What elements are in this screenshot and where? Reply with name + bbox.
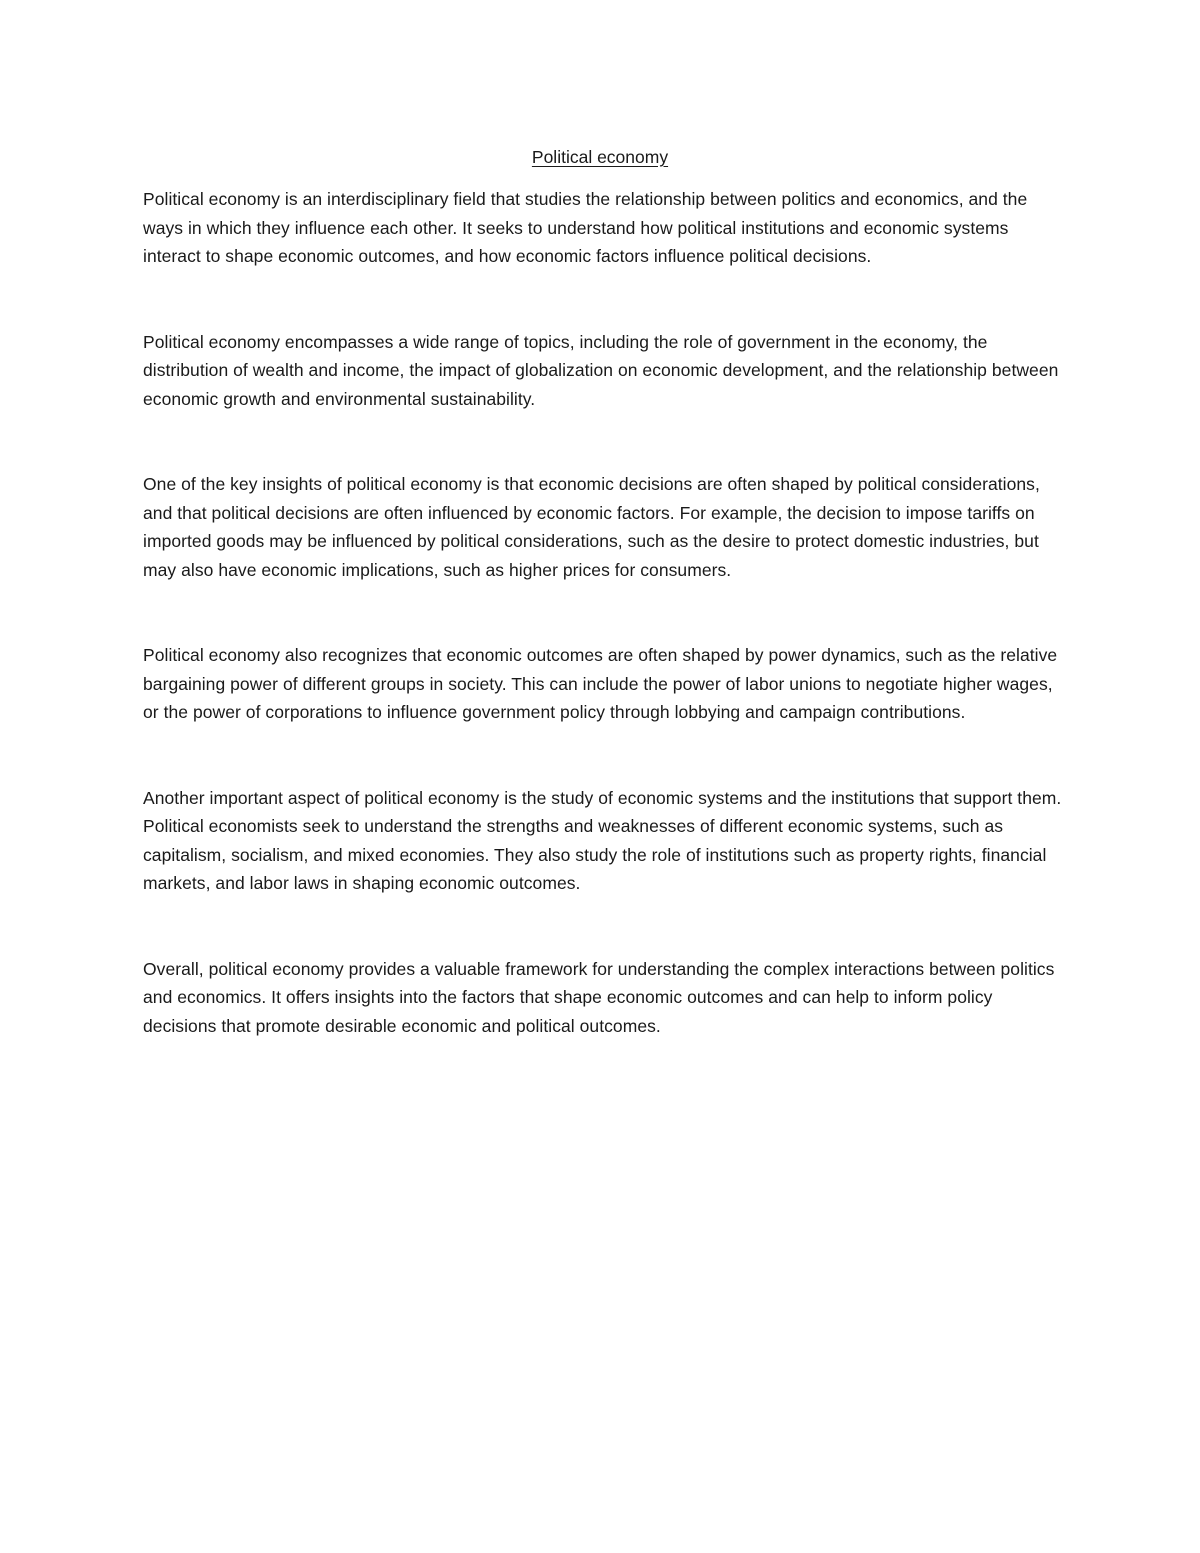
paragraph: Political economy is an interdisciplinary field that studies the relationship between politics and economics, and the ways in which they influence each other. It seeks to understand how political institutions and economic systems interact to shape economic outcomes, and how economic factors influence political decisions. bbox=[143, 189, 1028, 266]
paragraph: One of the key insights of political economy is that economic decisions are often shaped by political considerations, and that political decisions are often influenced by economic factors. For example, the decision to impose tariffs on imported goods may be influenced by political considerations, such as the desire to protect domestic industries, but may also have economic implications, such as higher prices for consumers. bbox=[143, 474, 1040, 580]
paragraph: Another important aspect of political economy is the study of economic systems and the institutions that support them. Political economists seek to understand the strengths and weaknesses of different economic systems, such as capitalism, socialism, and mixed economies. They also study the role of institutions such as property rights, financial markets, and labor laws in shaping economic outcomes. bbox=[143, 787, 1062, 893]
document-title: Political economy bbox=[531, 147, 669, 167]
paragraph: Overall, political economy provides a valuable framework for understanding the complex interactions between politics and economics. It offers insights into the factors that shape economic outcomes and can help to inform policy decisions that promote desirable economic and political outcomes. bbox=[143, 958, 1055, 1036]
paragraph: Political economy also recognizes that economic outcomes are often shaped by power dynamics, such as the relative bargaining power of different groups in society. This can include the power of labor unions to negotiate higher wages, or the power of corporations to influence government policy through lobbying and campaign contributions. bbox=[143, 645, 1058, 722]
paragraph: Political economy encompasses a wide range of topics, including the role of government in the economy, the distribution of wealth and income, the impact of globalization on economic development, and the relationship between economic growth and environmental sustainability. bbox=[143, 331, 1059, 409]
document-body bbox=[143, 185, 1068, 1097]
